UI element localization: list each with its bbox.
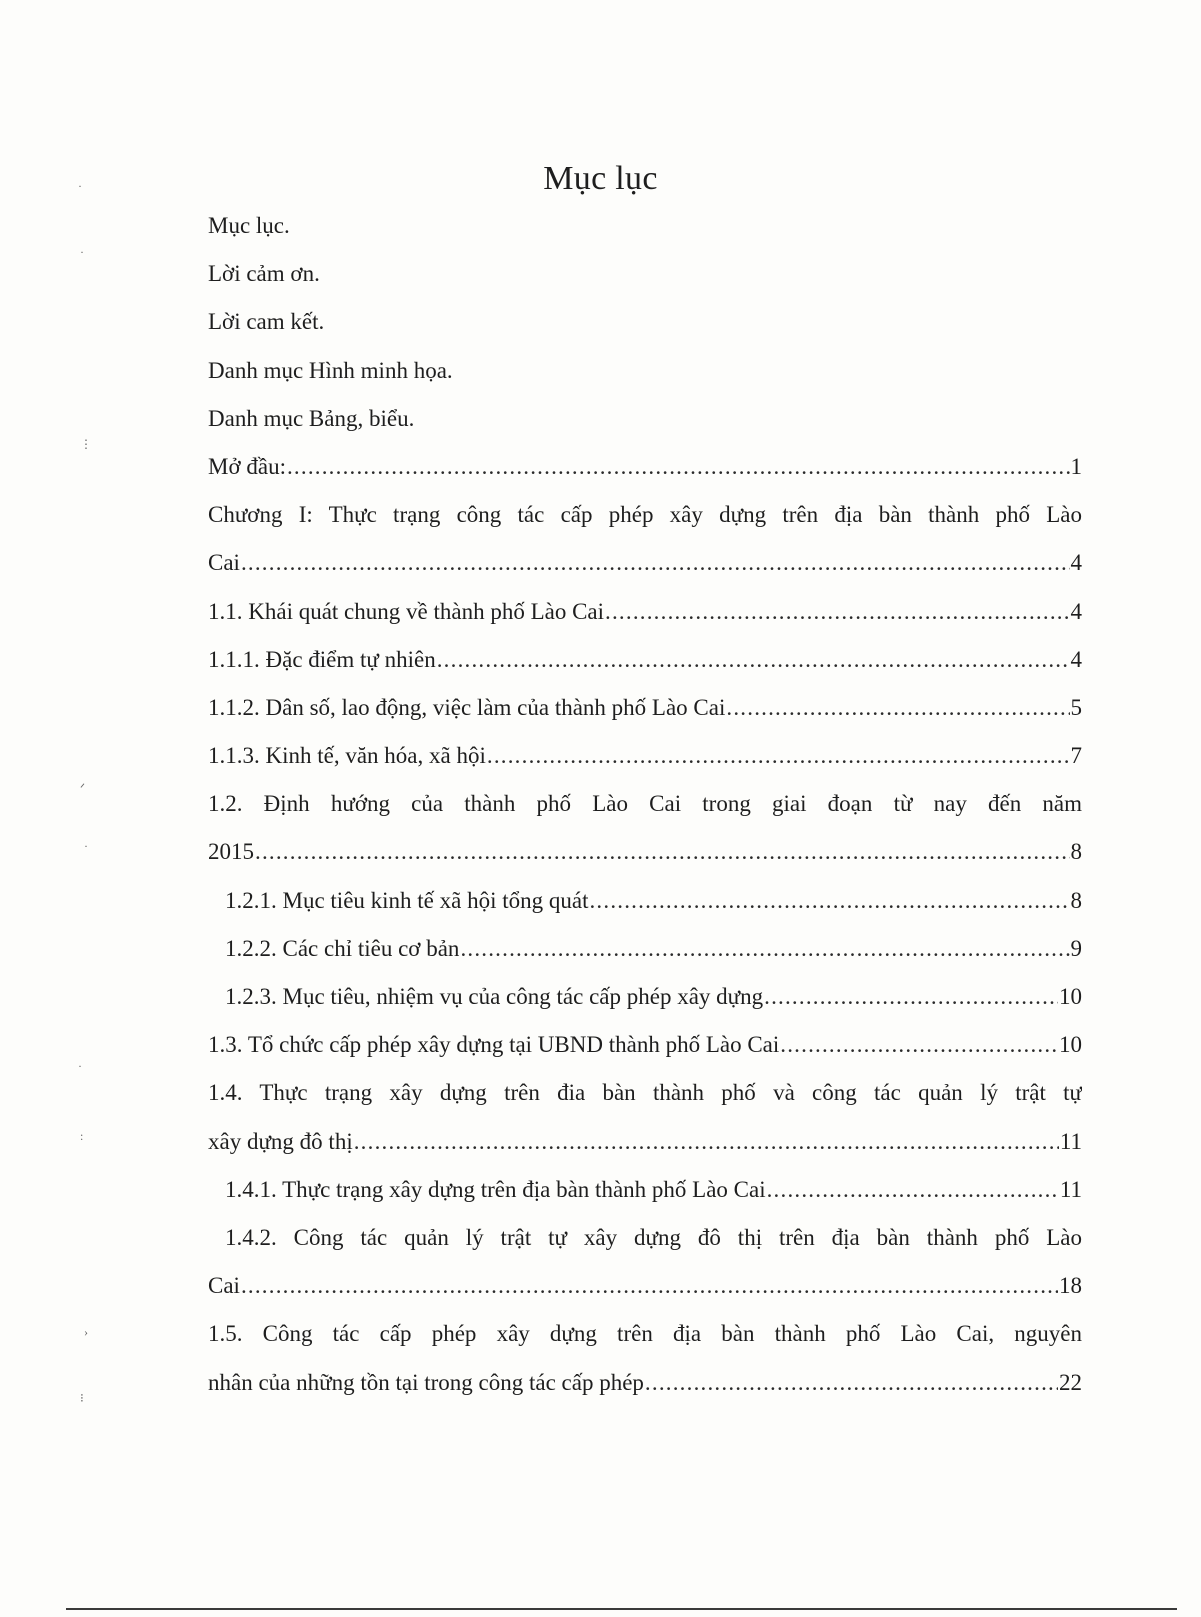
toc-entry: 1.2.3. Mục tiêu, nhiệm vụ của công tác cấp phép xây dựng ..... 10 <box>208 973 1082 1021</box>
page-number: 11 <box>1059 1176 1082 1202</box>
page-number: 8 <box>1070 887 1082 913</box>
page-title: Mục lục <box>543 160 658 197</box>
toc-entry: Danh mục Hình minh họa. <box>208 357 453 383</box>
toc-entry: 2015 ..... 8 <box>208 828 1082 876</box>
toc-entry: 1.3. Tổ chức cấp phép xây dựng tại UBND thành phố Lào Cai ..... 10 <box>208 1021 1082 1069</box>
page-number: 4 <box>1070 550 1082 576</box>
page-number: 4 <box>1070 598 1082 624</box>
scan-speck: · <box>78 1059 82 1073</box>
scan-speck: ⋮ <box>80 437 92 451</box>
page-number: 11 <box>1059 1128 1082 1154</box>
table-of-contents <box>208 202 1082 1407</box>
scan-speck: ⁝ <box>80 1391 84 1405</box>
toc-entry: 1.2.1. Mục tiêu kinh tế xã hội tổng quát ..... 8 <box>208 877 1082 925</box>
toc-entry: xây dựng đô thị ..... 11 <box>208 1118 1082 1166</box>
toc-entry: 1.2. Định hướng của thành phố Lào Cai trong giai đoạn từ nay đến năm <box>208 791 1082 817</box>
scan-speck: ᐟ <box>80 781 86 795</box>
toc-entry: 1.1.3. Kinh tế, văn hóa, xã hội ..... 7 <box>208 732 1082 780</box>
toc-entry: 1.4. Thực trạng xây dựng trên đia bàn thành phố và công tác quản lý trật tự <box>208 1080 1082 1106</box>
toc-entry: nhân của những tồn tại trong công tác cấp phép ..... 22 <box>208 1359 1082 1407</box>
toc-entry: Cai ..... 18 <box>208 1262 1082 1310</box>
page-number: 10 <box>1059 1032 1082 1058</box>
toc-entry: Mở đầu: ..... 1 <box>208 443 1082 491</box>
toc-entry: 1.1.2. Dân số, lao động, việc làm của thành phố Lào Cai ..... 5 <box>208 684 1082 732</box>
page-number: 1 <box>1070 453 1082 479</box>
page-number: 22 <box>1059 1369 1082 1395</box>
page-number: 9 <box>1070 935 1082 961</box>
toc-entry: 1.1.1. Đặc điểm tự nhiên ..... 4 <box>208 636 1082 684</box>
toc-entry: Danh mục Bảng, biểu. <box>208 405 415 431</box>
scan-speck: · <box>78 179 82 193</box>
toc-entry: 1.1. Khái quát chung về thành phố Lào Cai ..... 4 <box>208 588 1082 636</box>
scan-speck: : <box>80 1129 84 1143</box>
toc-entry: Lời cam kết. <box>208 309 325 335</box>
page-number: 18 <box>1059 1273 1082 1299</box>
page-number: 10 <box>1059 984 1082 1009</box>
scan-speck: › <box>84 1325 88 1339</box>
toc-entry: 1.4.1. Thực trạng xây dựng trên địa bàn thành phố Lào Cai ..... 11 <box>208 1166 1082 1214</box>
toc-entry: 1.2.2. Các chỉ tiêu cơ bản ..... 9 <box>208 925 1082 973</box>
scan-speck: · <box>80 245 84 259</box>
toc-entry: Chương I: Thực trạng công tác cấp phép xây dựng trên địa bàn thành phố Lào <box>208 502 1082 528</box>
page-number: 5 <box>1070 694 1082 720</box>
page-number: 7 <box>1070 743 1082 769</box>
toc-entry: Lời cảm ơn. <box>208 261 320 287</box>
toc-entry: Cai ..... 4 <box>208 539 1082 587</box>
toc-entry: Mục lục. <box>208 213 290 238</box>
page-number: 8 <box>1070 839 1082 865</box>
toc-entry: 1.4.2. Công tác quản lý trật tự xây dựng đô thị trên địa bàn thành phố Lào <box>225 1224 1082 1250</box>
toc-entry: 1.5. Công tác cấp phép xây dựng trên địa bàn thành phố Lào Cai, nguyên <box>208 1321 1082 1347</box>
page-number: 4 <box>1070 646 1082 672</box>
scan-edge-line <box>66 1608 1177 1610</box>
scan-speck: · <box>84 839 88 853</box>
